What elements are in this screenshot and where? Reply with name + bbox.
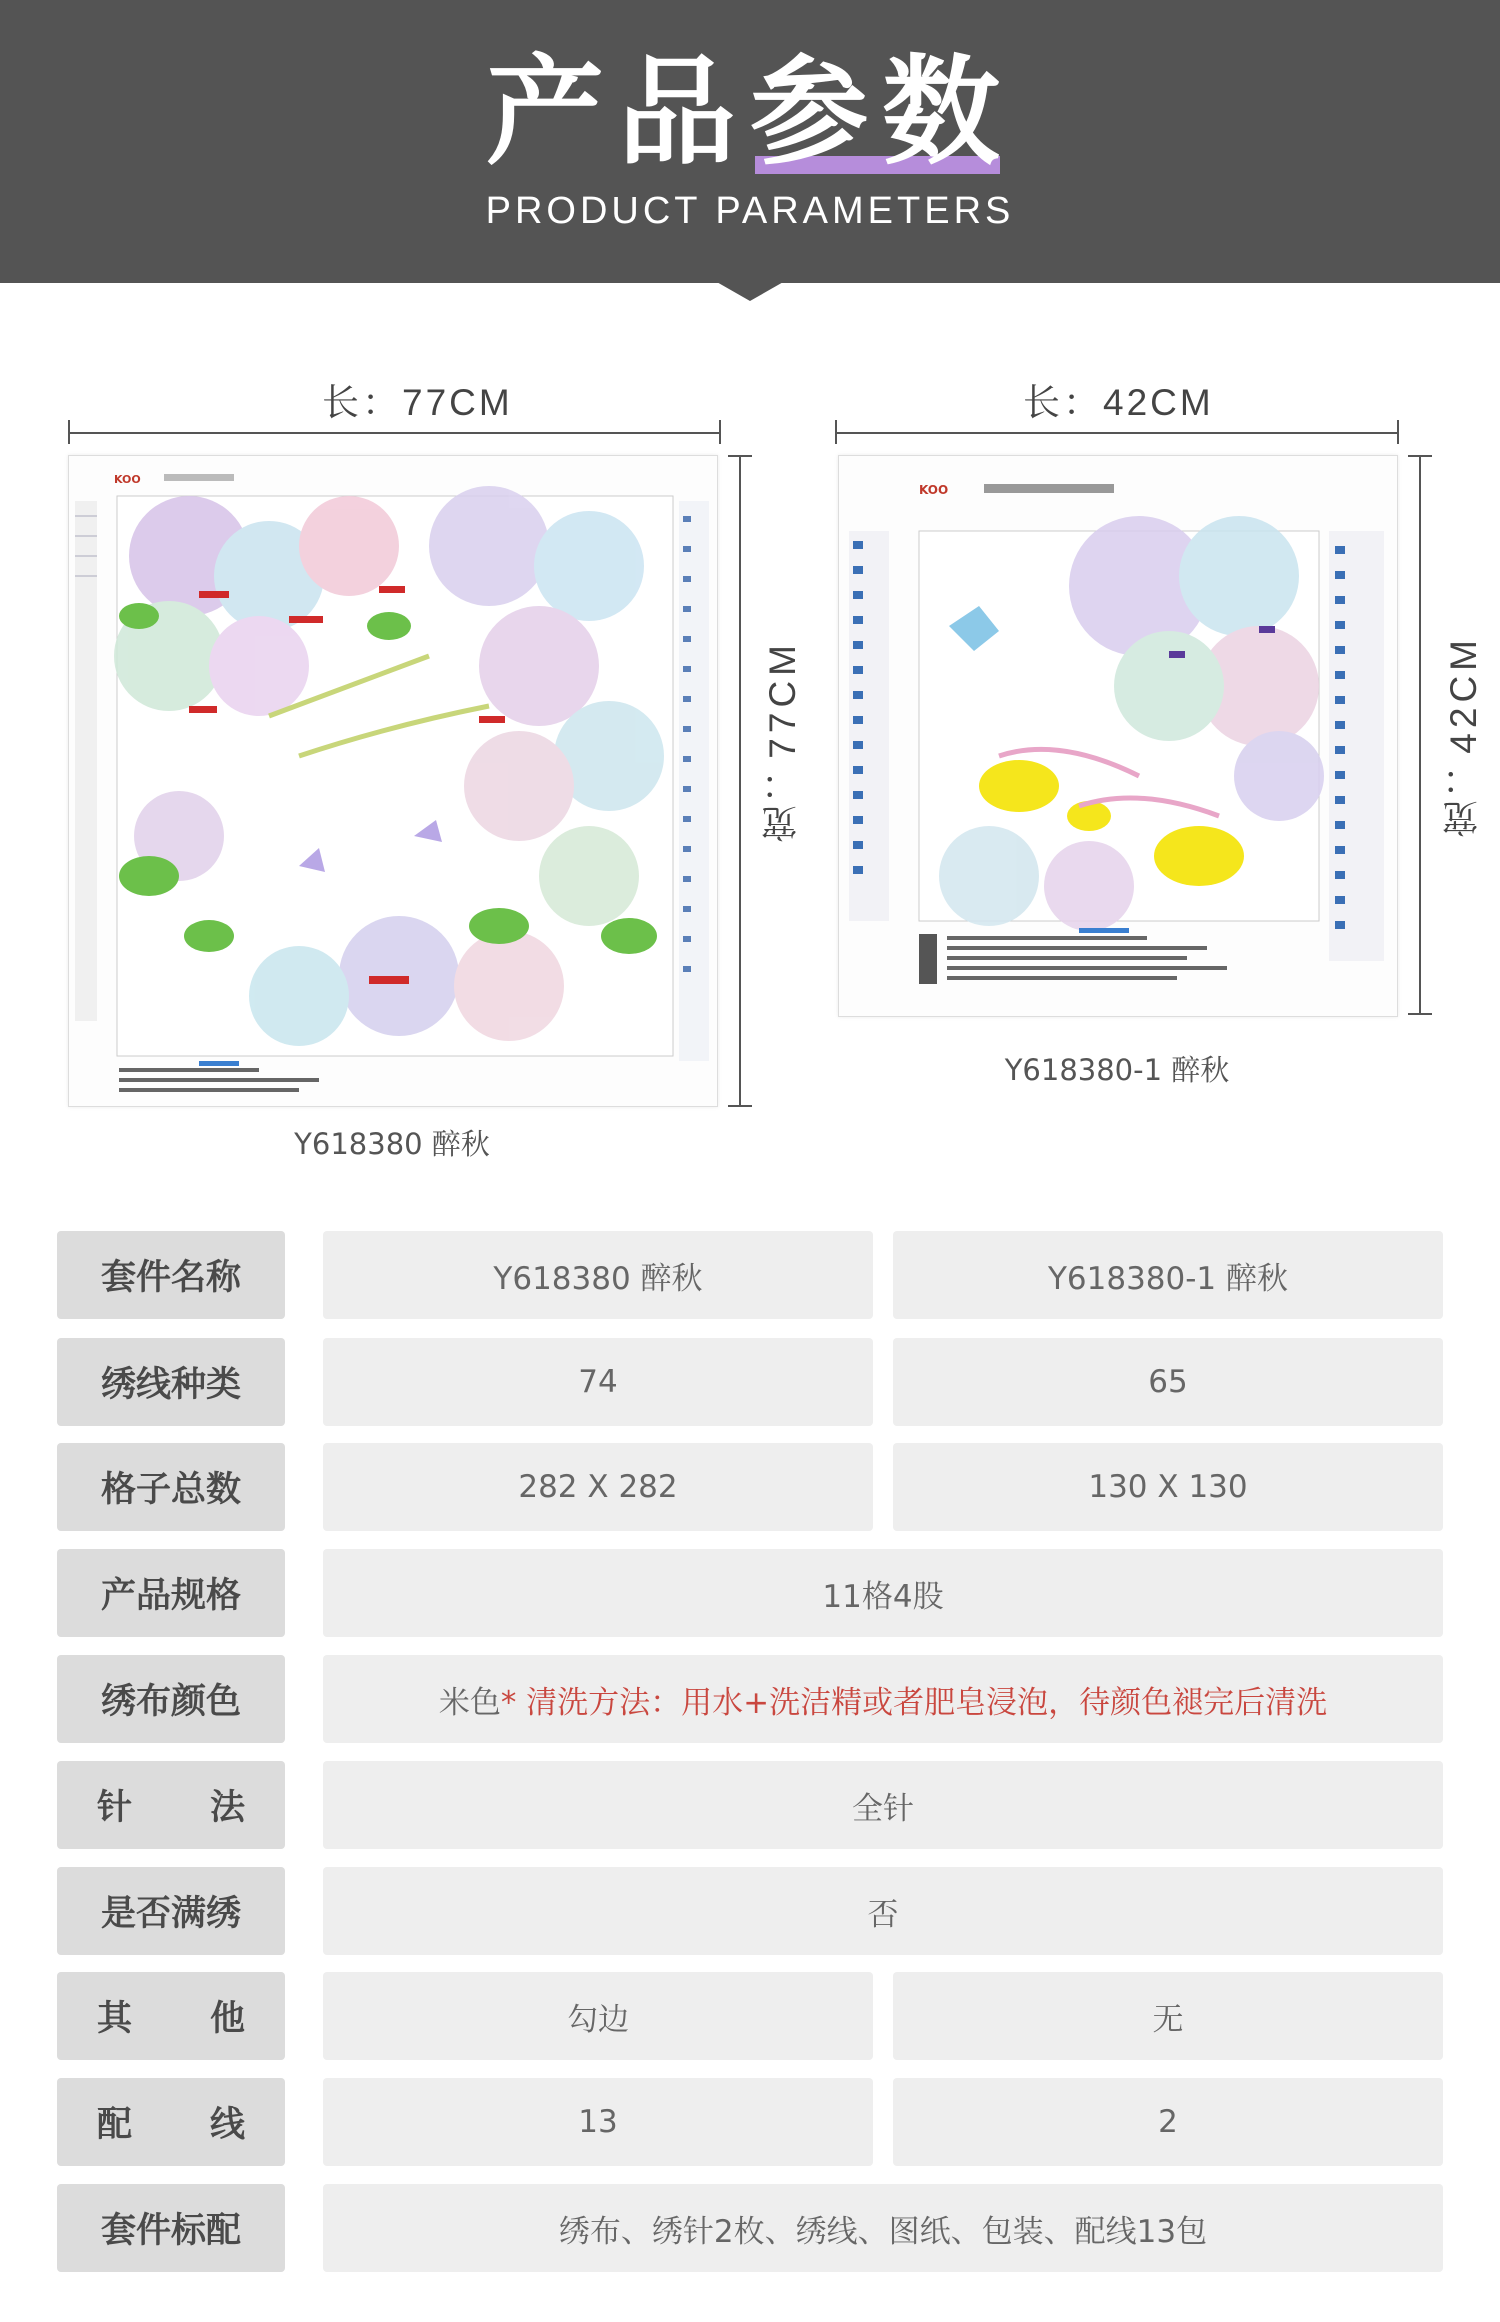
right-pattern-chart <box>838 455 1398 1017</box>
right-width-label: 宽：42CM <box>1443 635 1484 838</box>
left-length-tick-start <box>68 420 70 444</box>
row-label-part: 配 <box>97 2105 133 2145</box>
fabric-color-value: 米色 <box>438 1684 501 1721</box>
left-product-caption: Y618380 醉秋 <box>294 1127 490 1161</box>
row-label: 是否满绣 <box>57 1867 285 1955</box>
row-value <box>323 1655 1443 1743</box>
svg-text:KOO: KOO <box>114 473 141 486</box>
row-label-part: 法 <box>209 1788 245 1828</box>
washing-note: * 清洗方法：用水+洗洁精或者肥皂浸泡，待颜色褪完后清洗 <box>500 1684 1328 1721</box>
row-label-part: 其 <box>97 1999 133 2039</box>
left-length-label: 长：77CM <box>322 382 513 423</box>
right-width-tick-end <box>1408 1013 1432 1015</box>
row-label: 绣线种类 <box>57 1338 285 1426</box>
row-label <box>57 1972 285 2060</box>
row-value-left: 74 <box>323 1338 873 1426</box>
table-row <box>0 1549 1500 1637</box>
row-value-right: Y618380-1 醉秋 <box>893 1231 1443 1319</box>
left-width-tick-end <box>728 1105 752 1107</box>
row-value-right: 130 X 130 <box>893 1443 1443 1531</box>
row-label: 套件标配 <box>57 2184 285 2272</box>
table-row <box>0 1231 1500 1319</box>
left-length-tick-end <box>719 420 721 444</box>
left-length-line <box>68 432 721 434</box>
page-subtitle: PRODUCT PARAMETERS <box>485 190 1015 232</box>
table-row <box>0 2078 1500 2166</box>
row-label: 格子总数 <box>57 1443 285 1531</box>
table-row <box>0 1972 1500 2060</box>
left-width-label: 宽：77CM <box>762 640 803 843</box>
right-length-tick-end <box>1397 420 1399 444</box>
table-row <box>0 1867 1500 1955</box>
row-value-left: 282 X 282 <box>323 1443 873 1531</box>
row-value: 11格4股 <box>323 1549 1443 1637</box>
right-length-line <box>835 432 1399 434</box>
table-row <box>0 2184 1500 2272</box>
table-row <box>0 1338 1500 1426</box>
table-row <box>0 1655 1500 1743</box>
row-label: 绣布颜色 <box>57 1655 285 1743</box>
row-value: 否 <box>323 1867 1443 1955</box>
row-value: 绣布、绣针2枚、绣线、图纸、包装、配线13包 <box>323 2184 1443 2272</box>
right-length-label: 长：42CM <box>1023 382 1214 423</box>
row-value-left: Y618380 醉秋 <box>323 1231 873 1319</box>
row-label <box>57 1761 285 1849</box>
row-value-left: 13 <box>323 2078 873 2166</box>
row-label: 套件名称 <box>57 1231 285 1319</box>
right-width-line <box>1419 455 1421 1015</box>
table-row <box>0 1761 1500 1849</box>
row-label <box>57 2078 285 2166</box>
table-row <box>0 1443 1500 1531</box>
right-width-tick-start <box>1408 455 1432 457</box>
row-value-right: 2 <box>893 2078 1443 2166</box>
right-length-tick-start <box>835 420 837 444</box>
row-value-right: 65 <box>893 1338 1443 1426</box>
page-title: 产品参数 <box>485 43 1014 181</box>
right-product-caption: Y618380-1 醉秋 <box>1004 1053 1230 1087</box>
row-label-part: 针 <box>97 1788 133 1828</box>
row-value-right: 无 <box>893 1972 1443 2060</box>
left-width-tick-start <box>728 455 752 457</box>
left-pattern-chart <box>68 455 718 1107</box>
row-label-part: 他 <box>209 1999 245 2039</box>
header-notch <box>715 281 785 301</box>
left-width-line <box>739 455 741 1107</box>
row-value: 全针 <box>323 1761 1443 1849</box>
row-label: 产品规格 <box>57 1549 285 1637</box>
row-label-part: 线 <box>209 2105 245 2145</box>
svg-text:KOO: KOO <box>919 483 949 497</box>
right-pattern-illustration <box>839 456 1397 1016</box>
row-value-left: 勾边 <box>323 1972 873 2060</box>
left-pattern-illustration <box>69 456 717 1106</box>
